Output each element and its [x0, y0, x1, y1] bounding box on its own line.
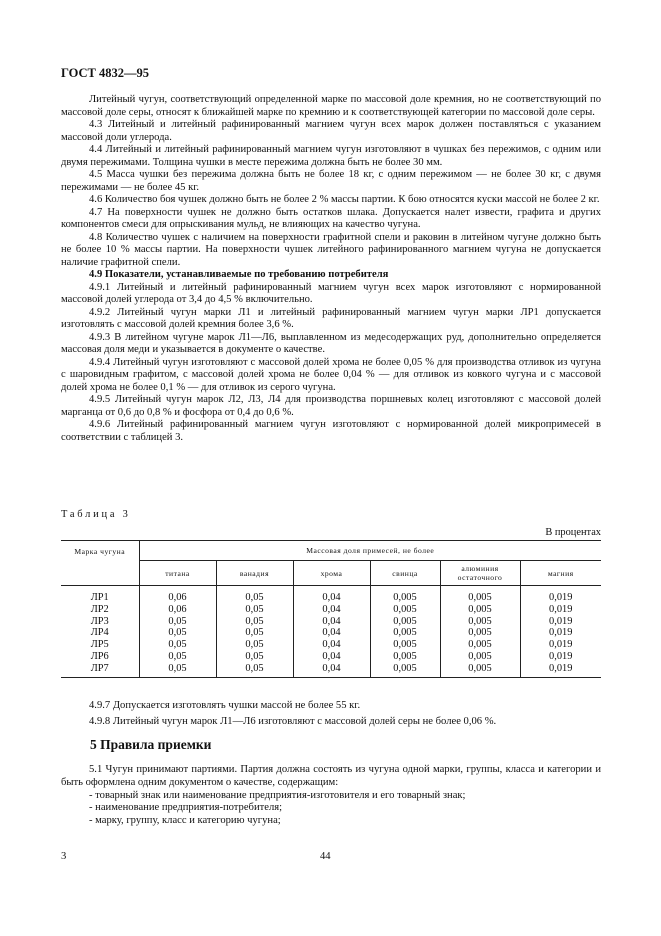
value-cell: 0,019 — [520, 663, 601, 677]
paragraph: 4.9.1 Литейный и литейный рафинированный магнием чугун всех марок изготовляют с нормированной массовой долей углерода от 3,4 до 4,5 % включительно. — [61, 281, 601, 305]
list-item: - марку, группу, класс и категорию чугуна; — [89, 815, 281, 827]
col-group-header: Массовая доля примесей, не более — [139, 541, 601, 561]
table-row — [61, 616, 601, 628]
value-cell: 0,019 — [520, 627, 601, 639]
value-cell: 0,019 — [520, 639, 601, 651]
grade-cell: ЛР5 — [90, 639, 109, 651]
paragraph: 4.6 Количество боя чушек должно быть не более 2 % массы партии. К бою относятся куски массой не более 2 кг. — [89, 194, 600, 205]
value-cell: 0,05 — [139, 663, 216, 677]
value-cell: 0,05 — [139, 616, 216, 628]
grade-cell: ЛР4 — [90, 627, 109, 639]
value-cell: 0,005 — [440, 651, 520, 663]
value-cell: 0,05 — [216, 604, 293, 616]
table-row — [61, 627, 601, 639]
col-header: титана — [139, 561, 216, 586]
paragraph: 4.3 Литейный и литейный рафинированный магнием чугун всех марок должен поставляться с указанием массовой доли углерода. — [61, 119, 601, 143]
value-cell: 0,005 — [370, 663, 440, 677]
value-cell: 0,04 — [293, 663, 370, 677]
section-body — [61, 764, 601, 828]
table-row — [61, 663, 601, 677]
table-row — [61, 592, 601, 604]
table-row — [61, 651, 601, 663]
page-number-left: 3 — [61, 851, 67, 862]
grade-cell: ЛР7 — [61, 663, 139, 677]
paragraph: 4.5 Масса чушки без пережима должна быть не более 18 кг, с одним пережимом — не более 30 кг, с двумя пережимами — не более 45 кг. — [61, 169, 601, 193]
value-cell: 0,05 — [139, 627, 216, 639]
body-text — [61, 94, 601, 444]
value-cell: 0,005 — [370, 604, 440, 616]
grade-cell: ЛР1 — [90, 592, 109, 603]
value-cell: 0,04 — [293, 651, 370, 663]
value-cell: 0,04 — [293, 604, 370, 616]
paragraph: 4.9.2 Литейный чугун марки Л1 и литейный рафинированный магнием чугун марки ЛР1 допускается изготовлять с массовой долей кремния более 3,6 %. — [61, 306, 601, 330]
col-header: хрома — [293, 561, 370, 586]
paragraph: Литейный чугун, соответствующий определенной марке по массовой доле кремния, но не соответствующий по массовой доле серы, относят к ближайшей марке по кремнию и к соответствующей категории по массовой доле серы. — [61, 94, 601, 118]
col-header: свинца — [370, 561, 440, 586]
value-cell: 0,04 — [293, 592, 370, 604]
paragraph: 4.9.4 Литейный чугун изготовляют с массовой долей хрома не более 0,05 % для производства отливок из чугуна с шаровидным графитом, с массовой долей хрома не более 0,04 % — для отливок из ковкого чугуна и с массовой долей хрома не более 0,1 % — для отливок из серого чугуна. — [61, 356, 601, 393]
paragraph: 4.9.6 Литейный рафинированный магнием чугун изготовляют с нормированной долей микропримесей в соответствии с таблицей 3. — [61, 419, 601, 443]
value-cell: 0,005 — [370, 627, 440, 639]
col-header: алюминия остаточного — [440, 561, 520, 586]
value-cell: 0,06 — [139, 592, 216, 604]
table-row — [61, 639, 601, 651]
value-cell: 0,005 — [440, 616, 520, 628]
value-cell: 0,019 — [520, 604, 601, 616]
value-cell: 0,005 — [440, 639, 520, 651]
paragraph: 4.8 Количество чушек с наличием на поверхности графитной спели и раковин в литейном чугуне должно быть не более 10 % массы партии. На поверхности чушек литейного рафинированного магнием чугуна не допускается наличие графитной спели. — [61, 231, 601, 268]
value-cell: 0,04 — [293, 616, 370, 628]
table-units: В процентах — [545, 527, 601, 538]
value-cell: 0,019 — [520, 592, 601, 604]
grade-cell: ЛР6 — [90, 650, 109, 662]
table-row — [61, 604, 601, 616]
list-item: - наименование предприятия-потребителя; — [89, 802, 283, 814]
value-cell: 0,05 — [216, 663, 293, 677]
col-header-grade: Марка чугуна — [61, 541, 139, 586]
impurities-table — [61, 540, 601, 678]
value-cell: 0,05 — [216, 627, 293, 639]
value-cell: 0,05 — [216, 592, 293, 604]
paragraph: 4.9.5 Литейный чугун марок Л2, Л3, Л4 для производства поршневых колец изготовляют с массовой долей марганца от 0,6 до 0,8 % и фосфора от 0,4 до 0,6 %. — [61, 394, 601, 418]
section-heading: 4.9 Показатели, устанавливаемые по требованию потребителя — [89, 269, 389, 280]
value-cell: 0,05 — [139, 639, 216, 651]
table-caption: Таблица 3 — [61, 509, 131, 520]
paragraph: 4.7 На поверхности чушек не должно быть остатков шлака. Допускается налет извести, графита и других компонентов смеси для опрыскивания мульд, не влияющих на качество чугуна. — [61, 206, 601, 230]
section-title: 5 Правила приемки — [90, 737, 212, 752]
grade-cell: ЛР3 — [90, 615, 109, 627]
value-cell: 0,05 — [216, 651, 293, 663]
paragraph: 4.9.7 Допускается изготовлять чушки массой не более 55 кг. — [89, 700, 361, 711]
list-item: - товарный знак или наименование предприятия-изготовителя и его товарный знак; — [89, 789, 466, 801]
value-cell: 0,05 — [216, 616, 293, 628]
value-cell: 0,005 — [370, 592, 440, 604]
paragraph: 4.9.8 Литейный чугун марок Л1—Л6 изготовляют с массовой долей серы не более 0,06 %. — [89, 716, 497, 727]
value-cell: 0,019 — [520, 651, 601, 663]
value-cell: 0,005 — [440, 592, 520, 604]
value-cell: 0,04 — [293, 627, 370, 639]
paragraph: 5.1 Чугун принимают партиями. Партия должна состоять из чугуна одной марки, группы, класса и категории и быть оформлена одним документом о качестве, содержащим: — [61, 764, 601, 788]
value-cell: 0,005 — [440, 627, 520, 639]
value-cell: 0,05 — [139, 651, 216, 663]
value-cell: 0,06 — [139, 604, 216, 616]
paragraph: 4.9.3 В литейном чугуне марок Л1—Л6, выплавленном из медесодержащих руд, дополнительно определяется массовая доля меди и указывается в документе о качестве. — [61, 331, 601, 355]
standard-number: ГОСТ 4832—95 — [61, 66, 150, 80]
page-number-center: 44 — [320, 851, 331, 862]
value-cell: 0,005 — [440, 663, 520, 677]
value-cell: 0,019 — [520, 616, 601, 628]
value-cell: 0,005 — [370, 651, 440, 663]
col-header: магния — [520, 561, 601, 586]
after-table-text — [61, 698, 601, 730]
grade-cell: ЛР2 — [90, 603, 109, 615]
value-cell: 0,005 — [440, 604, 520, 616]
value-cell: 0,05 — [216, 639, 293, 651]
paragraph: 4.4 Литейный и литейный рафинированный магнием чугун изготовляют в чушках без пережимов, с одним или двумя пережимами. Толщина чушки в месте пережима должна быть не более 30 мм. — [61, 144, 601, 168]
value-cell: 0,005 — [370, 616, 440, 628]
col-header: ванадия — [216, 561, 293, 586]
value-cell: 0,005 — [370, 639, 440, 651]
value-cell: 0,04 — [293, 639, 370, 651]
